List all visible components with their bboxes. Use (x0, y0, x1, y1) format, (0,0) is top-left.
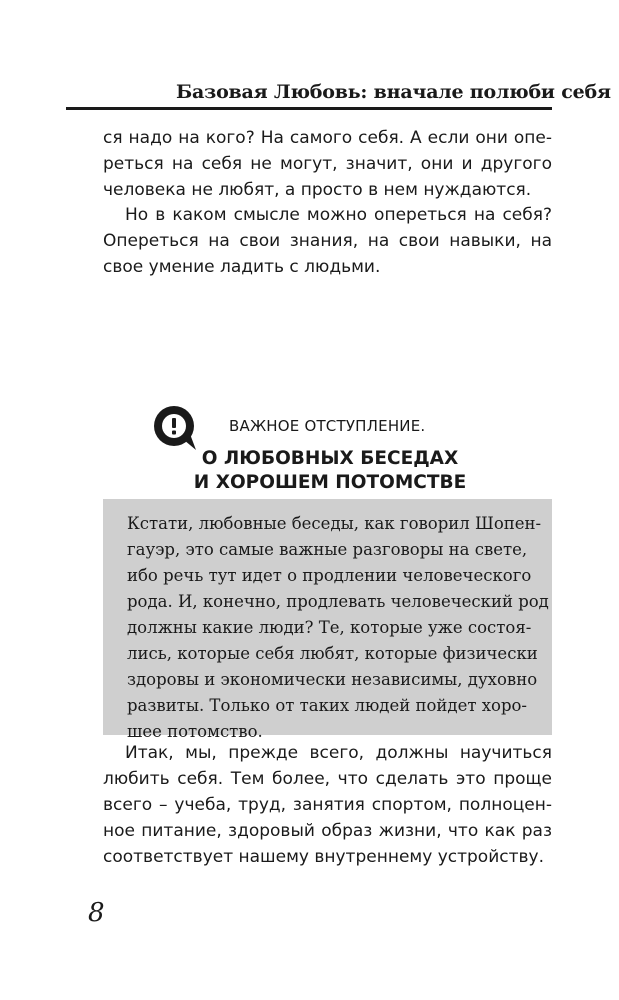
text-line: ибо речь тут идет о продлении человеческого (127, 566, 532, 585)
text-line: любить себя. Тем более, что сделать это проще (103, 769, 552, 789)
digression-title (150, 447, 510, 495)
text-line: реться на себя не могут, значит, они и другого (103, 154, 552, 174)
digression-text (127, 511, 549, 745)
text-line: рода. И, конечно, продлевать человеческий род (127, 592, 549, 611)
paragraph (103, 740, 552, 870)
text-line: соответствует нашему внутреннему устройству. (103, 847, 544, 867)
text-line: Кстати, любовные беседы, как говорил Шопен- (127, 514, 542, 533)
text-line: свое умение ладить с людьми. (103, 257, 381, 277)
header-rule (66, 107, 552, 110)
paragraph (103, 202, 552, 280)
running-head: Базовая Любовь: вначале полюби себя (176, 81, 611, 103)
page-number: 8 (88, 898, 105, 928)
text-line: ся надо на кого? На самого себя. А если они опе- (103, 128, 552, 148)
exclamation-magnifier-icon (152, 404, 200, 452)
text-line: лись, которые себя любят, которые физически (127, 644, 538, 663)
text-line: развиты. Только от таких людей пойдет хоро- (127, 696, 528, 715)
text-line: гауэр, это самые важные разговоры на свете, (127, 540, 528, 559)
text-line: шее потомство. (127, 722, 263, 741)
text-line: ное питание, здоровый образ жизни, что как раз (103, 821, 552, 841)
text-line: здоровы и экономически независимы, духовно (127, 670, 538, 689)
digression-title-line: И ХОРОШЕМ ПОТОМСТВЕ (193, 472, 467, 493)
text-line: должны какие люди? Те, которые уже состоя- (127, 618, 532, 637)
text-line: всего – учеба, труд, занятия спортом, полноцен- (103, 795, 552, 815)
text-line: Итак, мы, прежде всего, должны научиться (125, 743, 552, 763)
digression-label: ВАЖНОЕ ОТСТУПЛЕНИЕ. (229, 417, 426, 435)
digression-box (103, 499, 552, 741)
paragraph-continued (103, 125, 552, 203)
text-line: человека не любят, а просто в нем нуждаются. (103, 180, 532, 200)
text-line: Опереться на свои знания, на свои навыки, на (103, 231, 552, 251)
digression-title-line: О ЛЮБОВНЫХ БЕСЕДАХ (201, 448, 459, 469)
text-line: Но в каком смысле можно опереться на себя? (125, 205, 552, 225)
